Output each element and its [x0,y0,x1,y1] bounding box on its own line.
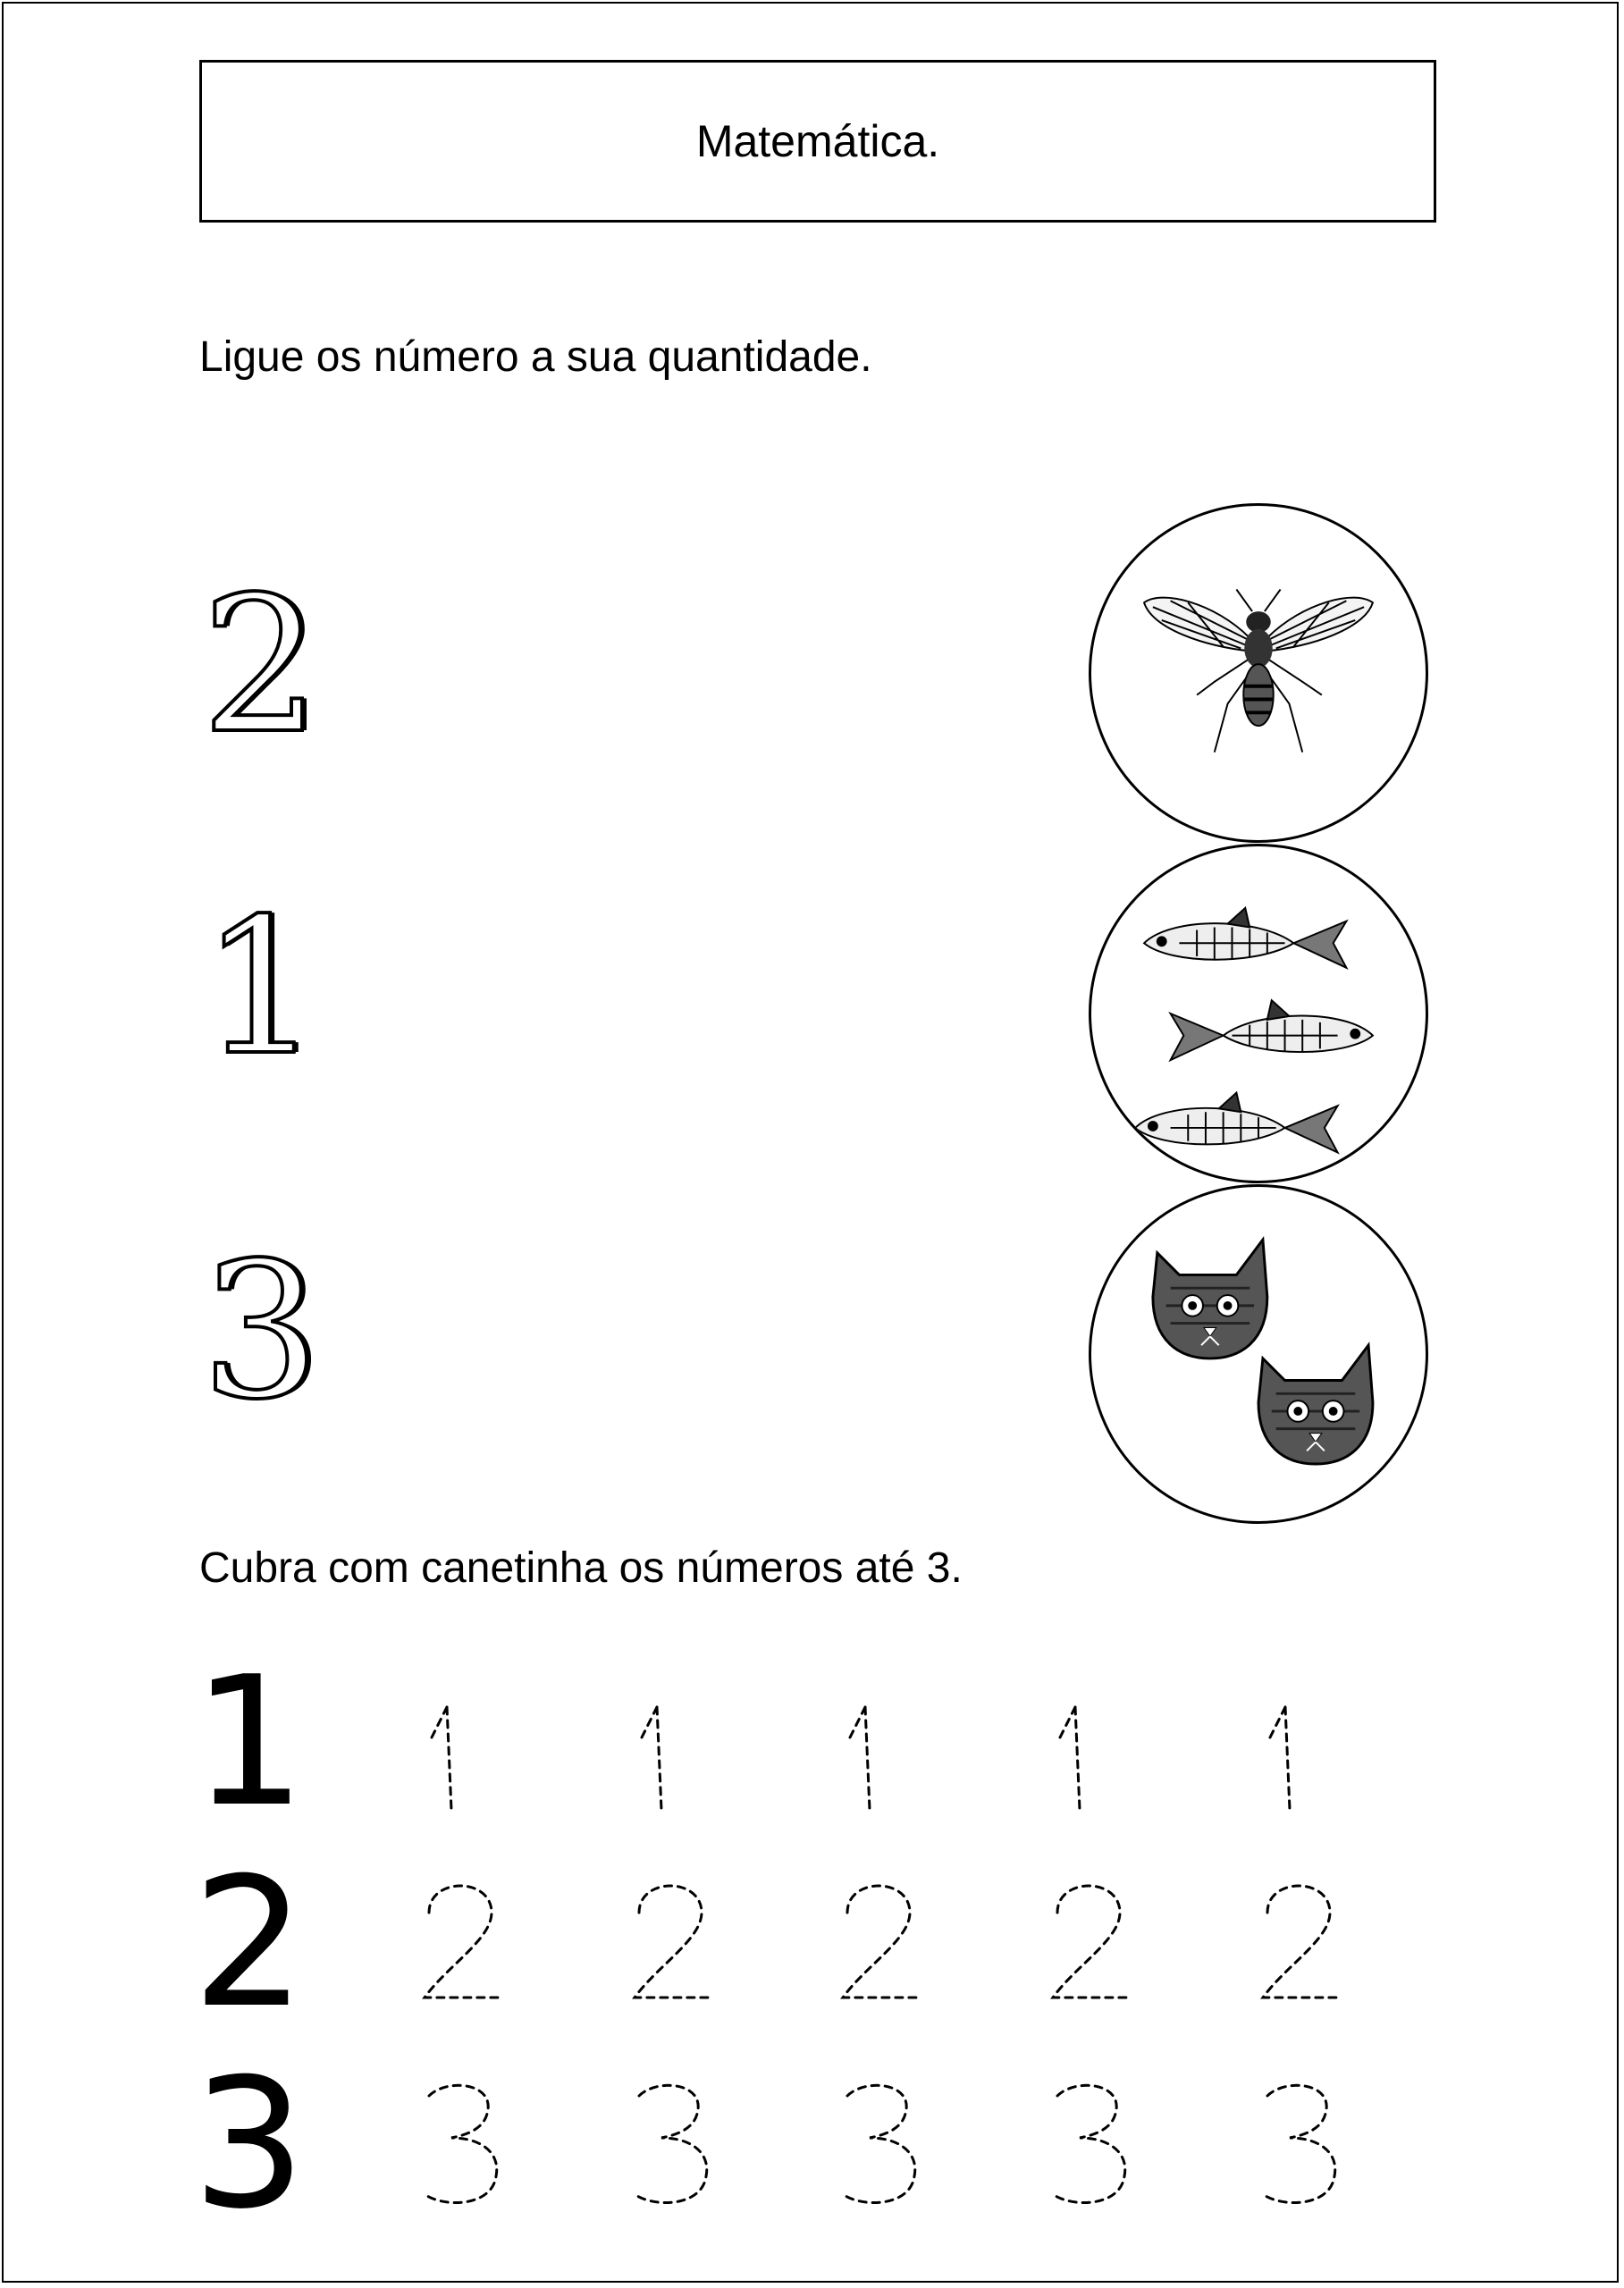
dotted-number-3 [621,2074,719,2208]
dotted-number-2 [621,1868,719,2002]
trace-cell-1[interactable] [1250,1680,1348,1814]
dotted-number-3 [1039,2074,1138,2208]
trace-row-2-label: 2 [192,1839,307,2048]
bee-circle[interactable] [1089,503,1428,843]
dotted-number-1 [1250,1680,1348,1814]
match-number-3: 3 [201,1222,321,1441]
dotted-number-1 [621,1680,719,1814]
match-number-1: 2 [201,556,321,775]
trace-row-3-label: 3 [192,2040,307,2249]
dotted-number-2 [1250,1868,1348,2002]
matching-instruction: Ligue os número a sua quantidade. [199,333,872,381]
dotted-number-1 [1039,1680,1138,1814]
dotted-number-1 [829,1680,928,1814]
trace-cell-3[interactable] [1039,2074,1138,2208]
trace-cell-1[interactable] [1039,1680,1138,1814]
fish-circle[interactable] [1089,844,1428,1183]
tracing-instruction: Cubra com canetinha os números até 3. [199,1544,963,1592]
dotted-number-3 [829,2074,928,2208]
trace-cell-2[interactable] [829,1868,928,2002]
trace-cell-2[interactable] [1250,1868,1348,2002]
trace-cell-3[interactable] [621,2074,719,2208]
trace-cell-3[interactable] [411,2074,509,2208]
dotted-number-2 [829,1868,928,2002]
dotted-number-1 [411,1680,509,1814]
trace-cell-1[interactable] [621,1680,719,1814]
bee-icon [1091,506,1426,840]
trace-cell-1[interactable] [829,1680,928,1814]
dotted-number-3 [1250,2074,1348,2208]
title-box [199,60,1436,223]
cat-circle[interactable] [1089,1184,1428,1524]
dotted-number-2 [411,1868,509,2002]
trace-cell-3[interactable] [1250,2074,1348,2208]
trace-cell-1[interactable] [411,1680,509,1814]
match-number-2: 1 [201,878,321,1097]
trace-row-1-label: 1 [192,1638,307,1846]
trace-cell-3[interactable] [829,2074,928,2208]
trace-cell-2[interactable] [1039,1868,1138,2002]
dotted-number-2 [1039,1868,1138,2002]
page-title: Matemática. [695,116,940,166]
trace-cell-2[interactable] [411,1868,509,2002]
dotted-number-3 [411,2074,509,2208]
fish-icon [1091,846,1426,1181]
cat-face-icon [1091,1187,1426,1521]
trace-cell-2[interactable] [621,1868,719,2002]
